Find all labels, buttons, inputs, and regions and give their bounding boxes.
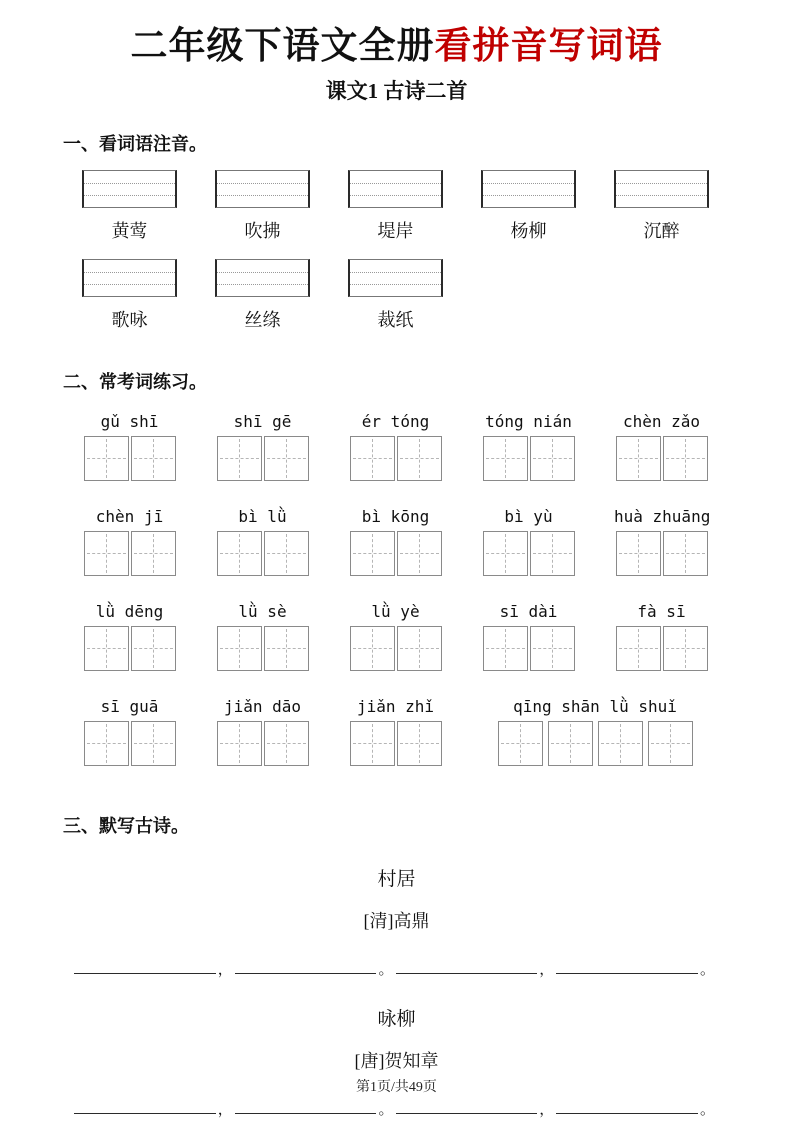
word-group <box>614 507 709 576</box>
section2-row1 <box>82 412 793 481</box>
answer-blank <box>235 1113 377 1114</box>
annotation-item <box>215 170 310 243</box>
punctuation: 。 <box>378 1101 394 1118</box>
character-writing-box <box>131 436 176 481</box>
character-writing-box <box>264 626 309 671</box>
word-group <box>215 507 310 576</box>
word-label: 裁纸 <box>377 309 414 330</box>
section3-heading: 三、默写古诗。 <box>63 815 189 836</box>
word-group <box>215 412 310 481</box>
pinyin-writing-box <box>215 259 310 297</box>
word-group <box>348 507 443 576</box>
character-writing-box <box>483 531 528 576</box>
character-writing-box <box>84 436 129 481</box>
pinyin-writing-box <box>481 170 576 208</box>
character-writing-box <box>397 721 442 766</box>
punctuation: 。 <box>699 1101 715 1118</box>
word-label: 堤岸 <box>377 220 414 241</box>
answer-blank <box>74 973 216 974</box>
section2-row2 <box>82 507 793 576</box>
character-writing-box <box>397 531 442 576</box>
answer-blank <box>556 1113 698 1114</box>
character-writing-box <box>548 721 593 766</box>
character-writing-box <box>397 626 442 671</box>
word-group <box>82 602 177 671</box>
pinyin-label: bì yù <box>504 506 553 526</box>
character-writing-box <box>131 626 176 671</box>
poem-author: [清]高鼎 <box>363 910 430 931</box>
annotation-item <box>215 259 310 332</box>
pinyin-label: chèn zǎo <box>622 411 701 431</box>
character-writing-box <box>530 436 575 481</box>
character-writing-box <box>84 531 129 576</box>
word-label: 杨柳 <box>510 220 547 241</box>
word-group <box>348 602 443 671</box>
character-writing-box <box>217 626 262 671</box>
poem-title: 咏柳 <box>377 1008 416 1030</box>
pinyin-label: sī dài <box>499 601 558 621</box>
pinyin-writing-box <box>348 259 443 297</box>
pinyin-label: huà zhuāng <box>614 506 711 526</box>
word-group <box>481 507 576 576</box>
word-label: 丝绦 <box>244 309 281 330</box>
punctuation: 。 <box>699 961 715 978</box>
word-group <box>82 412 177 481</box>
answer-blank <box>74 1113 216 1114</box>
poem-author: [唐]贺知章 <box>354 1050 439 1071</box>
pinyin-label: lǜ sè <box>238 601 287 621</box>
annotation-item <box>481 170 576 243</box>
character-writing-box <box>264 531 309 576</box>
character-writing-box <box>350 721 395 766</box>
pinyin-label: chèn jī <box>95 506 164 526</box>
word-label: 沉醉 <box>643 220 680 241</box>
character-writing-box <box>483 626 528 671</box>
word-group <box>481 602 576 671</box>
punctuation: ， <box>539 1101 555 1118</box>
character-writing-box <box>530 531 575 576</box>
pinyin-label: gǔ shī <box>100 411 159 431</box>
character-writing-box <box>217 531 262 576</box>
annotation-item <box>348 259 443 332</box>
character-writing-box <box>84 626 129 671</box>
annotation-item <box>82 170 177 243</box>
word-group <box>82 507 177 576</box>
word-label: 吹拂 <box>244 220 281 241</box>
punctuation: ， <box>217 961 233 978</box>
character-writing-box <box>616 531 661 576</box>
word-group <box>348 697 443 766</box>
annotation-item <box>82 259 177 332</box>
punctuation: ， <box>217 1101 233 1118</box>
pinyin-writing-box <box>348 170 443 208</box>
section2-row4 <box>82 697 793 766</box>
word-group <box>348 412 443 481</box>
pinyin-label: fà sī <box>637 601 686 621</box>
character-writing-box <box>648 721 693 766</box>
word-group <box>215 602 310 671</box>
page-title <box>0 26 793 69</box>
annotation-item <box>614 170 709 243</box>
page-number: 第1页/共49页 <box>356 1080 437 1095</box>
character-writing-box <box>264 721 309 766</box>
character-writing-box <box>663 626 708 671</box>
word-group <box>614 412 709 481</box>
character-writing-box <box>663 531 708 576</box>
word-group <box>481 697 709 766</box>
character-writing-box <box>84 721 129 766</box>
pinyin-label: lǜ dēng <box>95 601 164 621</box>
page-title-red: 看拼音写词语 <box>434 26 663 67</box>
character-writing-box <box>483 436 528 481</box>
character-writing-box <box>217 721 262 766</box>
character-writing-box <box>397 436 442 481</box>
answer-blank <box>396 1113 538 1114</box>
section1-row2 <box>82 259 793 332</box>
section1-heading: 一、看词语注音。 <box>63 133 207 154</box>
word-group <box>481 412 576 481</box>
pinyin-writing-box <box>614 170 709 208</box>
answer-blank <box>556 973 698 974</box>
pinyin-label: jiǎn dāo <box>223 696 302 716</box>
poem-block-yongliu <box>0 1004 793 1118</box>
character-writing-box <box>663 436 708 481</box>
word-group <box>614 602 709 671</box>
character-writing-box <box>530 626 575 671</box>
poem-answer-line <box>74 1103 717 1118</box>
pinyin-label: shī gē <box>233 411 292 431</box>
word-label: 黄莺 <box>111 220 148 241</box>
punctuation: ， <box>539 961 555 978</box>
character-writing-box <box>217 436 262 481</box>
answer-blank <box>396 973 538 974</box>
word-group <box>215 697 310 766</box>
pinyin-label: bì lǜ <box>238 506 287 526</box>
poem-title: 村居 <box>377 868 416 890</box>
word-group <box>82 697 177 766</box>
section2-row3 <box>82 602 793 671</box>
section2-heading: 二、常考词练习。 <box>63 371 207 392</box>
character-writing-box <box>350 531 395 576</box>
pinyin-writing-box <box>215 170 310 208</box>
pinyin-writing-box <box>82 259 177 297</box>
pinyin-writing-box <box>82 170 177 208</box>
character-writing-box <box>350 626 395 671</box>
character-writing-box <box>598 721 643 766</box>
character-writing-box <box>616 436 661 481</box>
word-label: 歌咏 <box>111 309 148 330</box>
character-writing-box <box>264 436 309 481</box>
answer-blank <box>235 973 377 974</box>
pinyin-label: ér tóng <box>361 411 430 431</box>
pinyin-label: sī guā <box>100 696 159 716</box>
pinyin-label: bì kōng <box>361 506 430 526</box>
character-writing-box <box>131 531 176 576</box>
character-writing-box <box>131 721 176 766</box>
annotation-item <box>348 170 443 243</box>
pinyin-label: jiǎn zhǐ <box>356 696 435 716</box>
character-writing-box <box>498 721 543 766</box>
lesson-subtitle: 课文1 古诗二首 <box>325 78 468 103</box>
pinyin-label: qīng shān lǜ shuǐ <box>513 696 677 716</box>
pinyin-label: lǜ yè <box>371 601 420 621</box>
character-writing-box <box>350 436 395 481</box>
punctuation: 。 <box>378 961 394 978</box>
pinyin-label: tóng nián <box>485 411 572 431</box>
poem-block-cunju <box>0 864 793 978</box>
poem-answer-line <box>74 963 717 978</box>
section1-row1 <box>82 170 793 243</box>
page-title-black: 二年级下语文全册 <box>130 26 435 67</box>
character-writing-box <box>616 626 661 671</box>
